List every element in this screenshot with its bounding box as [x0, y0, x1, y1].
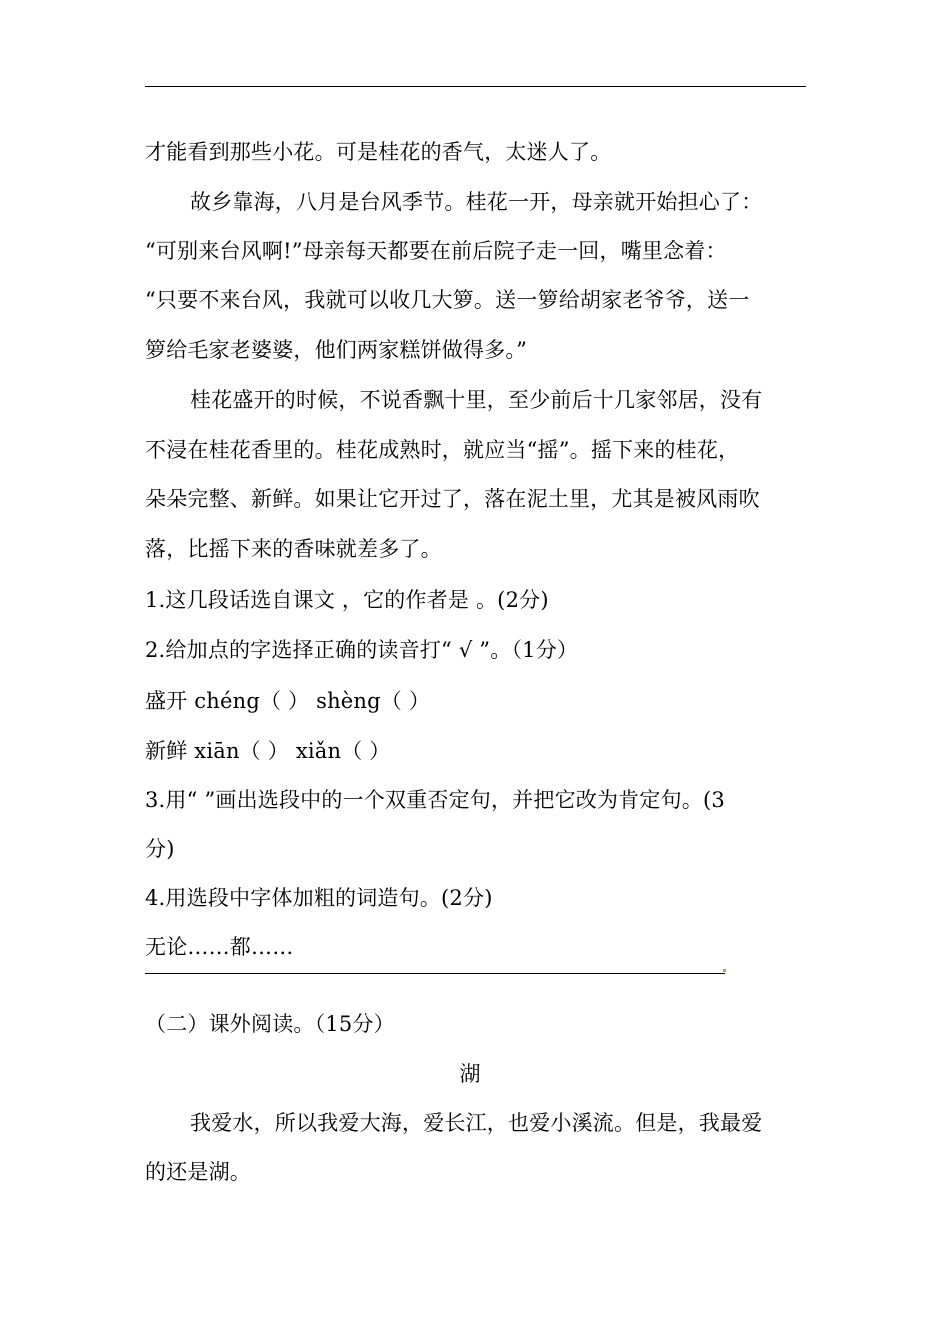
question-4-prompt: 无论……都……: [145, 935, 294, 959]
passage-line: 箩给毛家老婆婆，他们两家糕饼做得多。”: [145, 338, 528, 362]
mark-dot: [723, 969, 726, 972]
passage-line: 不浸在桂花香里的。桂花成熟时，就应当“摇”。摇下来的桂花，: [145, 438, 740, 462]
passage-line: 才能看到那些小花。可是桂花的香气，太迷人了。: [145, 140, 612, 164]
question-4: 4.用选段中字体加粗的词造句。(2分): [145, 886, 493, 910]
passage-line: 桂花盛开的时候，不说香飘十里，至少前后十几家邻居，没有: [190, 388, 763, 412]
section-heading: （二）课外阅读。（15分）: [145, 1012, 395, 1036]
question-3-continued: 分): [145, 837, 175, 861]
passage-line: 朵朵完整、新鲜。如果让它开过了，落在泥土里，尤其是被风雨吹: [145, 487, 760, 511]
question-2: 2.给加点的字选择正确的读音打“ √ ”。（1分）: [145, 638, 579, 662]
header-rule: [145, 86, 806, 87]
question-3: 3.用“ ”画出选段中的一个双重否定句，并把它改为肯定句。(3: [145, 788, 725, 812]
passage-line: “可别来台风啊!”母亲每天都要在前后院子走一回，嘴里念着：: [145, 239, 727, 263]
passage-line: “只要不来台风，我就可以收几大箩。送一箩给胡家老爷爷，送一: [145, 288, 750, 312]
question-2-option-2: 新鲜 xiān（ ） xiǎn（ ）: [145, 739, 391, 763]
reading-line: 我爱水，所以我爱大海，爱长江，也爱小溪流。但是，我最爱: [190, 1111, 763, 1135]
reading-title: 湖: [459, 1062, 481, 1086]
passage-line: 落，比摇下来的香味就差多了。: [145, 537, 442, 561]
question-2-option-1: 盛开 chéng（ ） shèng（ ）: [145, 689, 431, 713]
answer-line: [145, 973, 725, 974]
reading-line: 的还是湖。: [145, 1160, 251, 1184]
question-1: 1.这几段话选自课文 ，它的作者是 。(2分): [145, 588, 549, 612]
passage-line: 故乡靠海，八月是台风季节。桂花一开，母亲就开始担心了：: [190, 190, 763, 214]
